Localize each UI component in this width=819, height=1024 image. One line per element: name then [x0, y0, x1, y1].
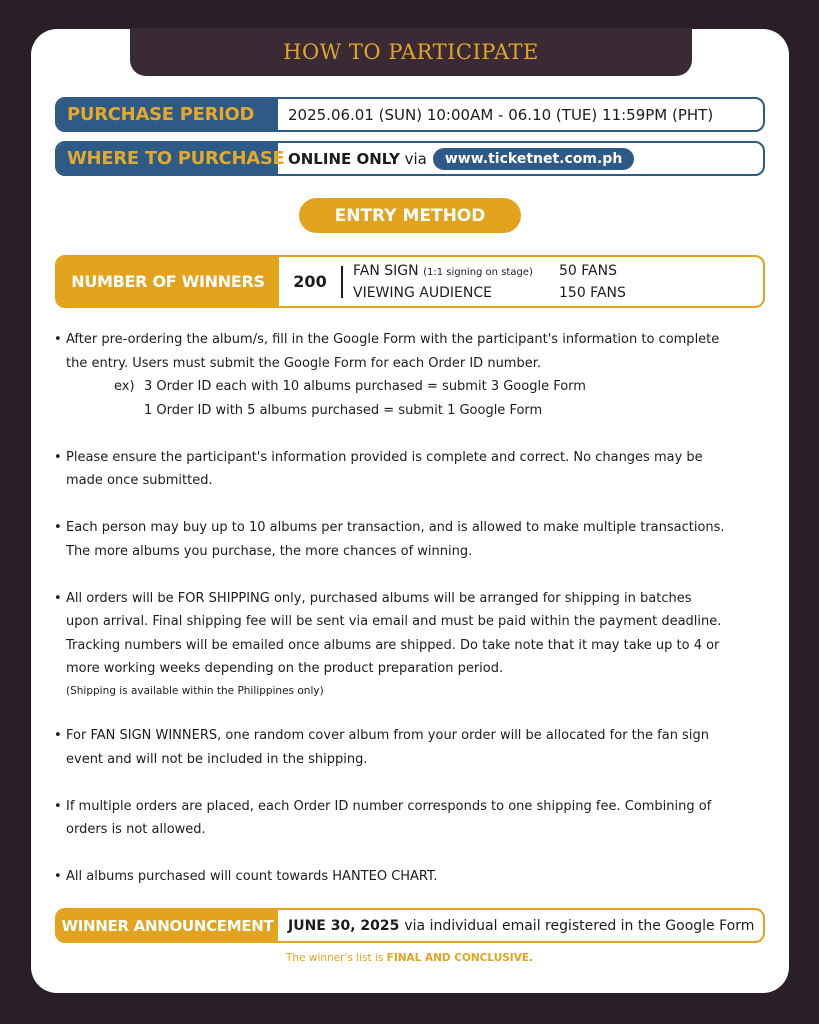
rule-album-limit: • Each person may buy up to 10 albums per transaction, and is allowed to make multiple transactions. The more albums you purchase, the more chances of winning.: [54, 520, 725, 559]
rules-list: [54, 328, 774, 889]
rule-hanteo: • All albums purchased will count towards HANTEO CHART.: [54, 869, 438, 884]
purchase-period-value: 2025.06.01 (SUN) 10:00AM - 06.10 (TUE) 11:59PM (PHT): [288, 105, 714, 124]
rule-fan-sign: • For FAN SIGN WINNERS, one random cover album from your order will be allocated for the fan sign event and will not be included in the shipping.: [54, 728, 709, 767]
winner-row-viewing-audience: [353, 283, 626, 303]
winner-row-fan-sign: [353, 261, 626, 283]
winners-box: [55, 255, 765, 308]
purchase-period-row: [55, 97, 765, 132]
entry-method-badge: ENTRY METHOD: [299, 198, 521, 233]
examples: ex) 3 Order ID each with 10 albums purchased = submit 3 Google Form 1 Order ID with 5 albums purchased = submit 1 Google Form: [114, 379, 586, 418]
via-text: via: [399, 149, 427, 168]
page-title: HOW TO PARTICIPATE: [283, 40, 539, 64]
online-only-text: ONLINE ONLY: [288, 149, 400, 168]
where-to-purchase-row: [55, 141, 765, 176]
winners-list: [343, 257, 626, 306]
winner-count: 50 FANS: [559, 262, 617, 279]
winner-announcement-row: [55, 908, 765, 943]
header-tab: [130, 28, 692, 76]
purchase-period-label: PURCHASE PERIOD: [57, 99, 278, 130]
final-note-emphasis: FINAL AND CONCLUSIVE.: [386, 952, 533, 964]
rule-multiple-orders: • If multiple orders are placed, each Order ID number corresponds to one shipping fee. Combining of orders is not allowed.: [54, 798, 712, 837]
announcement-details: via individual email registered in the Google Form: [404, 917, 755, 934]
where-to-purchase-value: [278, 143, 634, 174]
winners-total: 200: [293, 272, 327, 291]
winner-category-note: (1:1 signing on stage): [423, 266, 533, 278]
ticketnet-link[interactable]: www.ticketnet.com.ph: [433, 148, 634, 170]
winner-announcement-label: WINNER ANNOUNCEMENT: [57, 910, 278, 941]
announcement-date: JUNE 30, 2025: [288, 917, 400, 934]
rule-info-correct: • Please ensure the participant's information provided is complete and correct. No changes may be made once submitted.: [54, 449, 703, 488]
final-note: The winner's list is FINAL AND CONCLUSIVE.: [286, 952, 533, 964]
rule-google-form: • After pre-ordering the album/s, fill in the Google Form with the participant's information to complete the entry. Users must submit the Google Form for each Order ID number. ex) 3 Order ID each with 10 albums purchased = submit 3 Google Form 1 Order ID with 5 albums purchased = submit 1 Google Form: [54, 328, 774, 422]
winner-category: FAN SIGN: [353, 262, 419, 279]
rule-shipping: • All orders will be FOR SHIPPING only, purchased albums will be arranged for shipping in batches upon arrival. Final shipping fee will be sent via email and must be paid within the payment deadline. Tracking numbers will be emailed once albums are shipped. Do take note that it may take up to 4 or more working weeks depending on the product preparation period. (Shipping is available within the Philippines only): [54, 587, 774, 701]
shipping-note: (Shipping is available within the Philippines only): [66, 684, 324, 697]
bullet: •: [54, 332, 62, 347]
where-to-purchase-label: WHERE TO PURCHASE: [57, 143, 278, 174]
winner-count: 150 FANS: [559, 284, 626, 301]
winner-category: VIEWING AUDIENCE: [353, 284, 492, 301]
winners-label: NUMBER OF WINNERS: [57, 257, 279, 306]
winner-announcement-value: [278, 910, 754, 941]
